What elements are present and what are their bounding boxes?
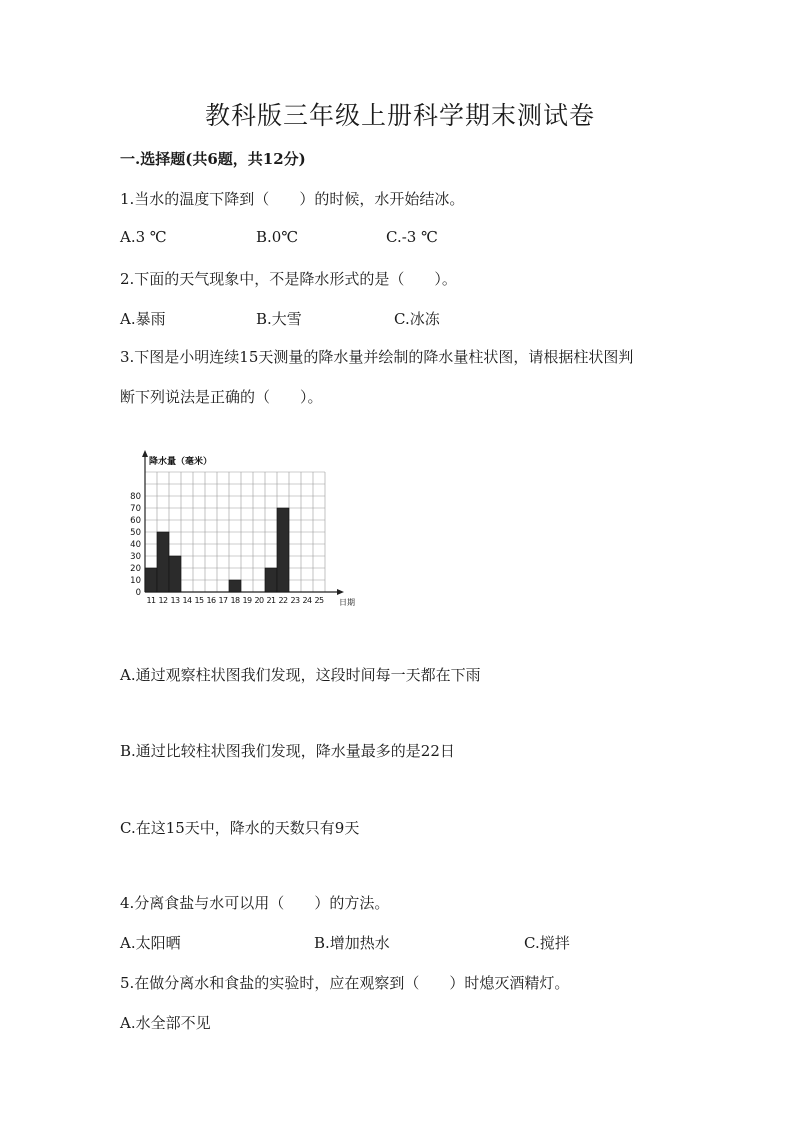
y-tick-label: 80	[130, 492, 141, 502]
x-tick-label: 19	[242, 596, 252, 605]
q4-option-c[interactable]: C.搅拌	[524, 934, 570, 952]
q3-option-b[interactable]: B.通过比较柱状图我们发现，降水量最多的是22日	[120, 742, 455, 760]
x-tick-label: 22	[278, 596, 288, 605]
q4-option-b[interactable]: B.增加热水	[314, 934, 390, 952]
x-tick-label: 24	[302, 596, 312, 605]
page-title: 教科版三年级上册科学期末测试卷	[204, 101, 595, 130]
rainfall-bar-chart	[126, 448, 366, 613]
x-tick-label: 23	[290, 596, 300, 605]
y-axis-arrow	[142, 450, 148, 457]
x-tick-label: 25	[314, 596, 324, 605]
y-tick-label: 0	[135, 588, 141, 598]
q1-option-a[interactable]: A.3 ℃	[120, 228, 167, 246]
x-tick-label: 20	[254, 596, 264, 605]
x-axis-arrow	[337, 589, 344, 595]
x-axis-title: 日期	[339, 598, 355, 607]
x-tick-label: 17	[218, 596, 228, 605]
bar-13	[169, 556, 181, 592]
q2-option-a[interactable]: A.暴雨	[120, 310, 166, 328]
q5-option-a[interactable]: A.水全部不见	[120, 1014, 211, 1032]
question-3-stem-line2: 断下列说法是正确的（ ）。	[120, 388, 323, 406]
x-tick-label: 18	[230, 596, 240, 605]
q2-option-b[interactable]: B.大雪	[256, 310, 302, 328]
x-tick-label: 13	[170, 596, 180, 605]
y-tick-label: 20	[130, 564, 141, 574]
q3-option-a[interactable]: A.通过观察柱状图我们发现，这段时间每一天都在下雨	[120, 666, 481, 684]
x-tick-label: 14	[182, 596, 192, 605]
q1-option-b[interactable]: B.0℃	[256, 228, 299, 246]
y-tick-label: 70	[130, 504, 141, 514]
x-tick-label: 15	[194, 596, 204, 605]
x-tick-label: 21	[266, 596, 276, 605]
bar-11	[145, 568, 157, 592]
section-heading: 一.选择题(共6题，共12分)	[120, 150, 306, 168]
y-axis-title: 降水量（毫米）	[149, 457, 213, 467]
y-tick-label: 40	[130, 540, 141, 550]
bar-12	[157, 532, 169, 592]
y-tick-label: 10	[130, 576, 141, 586]
y-tick-label: 60	[130, 516, 141, 526]
q2-option-c[interactable]: C.冰冻	[394, 310, 440, 328]
q1-option-c[interactable]: C.-3 ℃	[386, 228, 438, 246]
x-tick-label: 11	[146, 596, 156, 605]
x-tick-label: 12	[158, 596, 168, 605]
x-tick-label: 16	[206, 596, 216, 605]
y-tick-label: 30	[130, 552, 141, 562]
question-5-stem: 5.在做分离水和食盐的实验时，应在观察到（ ）时熄灭酒精灯。	[120, 974, 570, 992]
question-1-stem: 1.当水的温度下降到（ ）的时候，水开始结冰。	[120, 190, 465, 208]
question-4-stem: 4.分离食盐与水可以用（ ）的方法。	[120, 894, 390, 912]
question-2-stem: 2.下面的天气现象中，不是降水形式的是（ ）。	[120, 270, 457, 288]
bar-18	[229, 580, 241, 592]
question-3-stem-line1: 3.下图是小明连续15天测量的降水量并绘制的降水量柱状图，请根据柱状图判	[120, 348, 634, 366]
bar-22	[277, 508, 289, 592]
q4-option-a[interactable]: A.太阳晒	[120, 934, 181, 952]
q3-option-c[interactable]: C.在这15天中，降水的天数只有9天	[120, 819, 360, 837]
y-tick-label: 50	[130, 528, 141, 538]
bar-21	[265, 568, 277, 592]
